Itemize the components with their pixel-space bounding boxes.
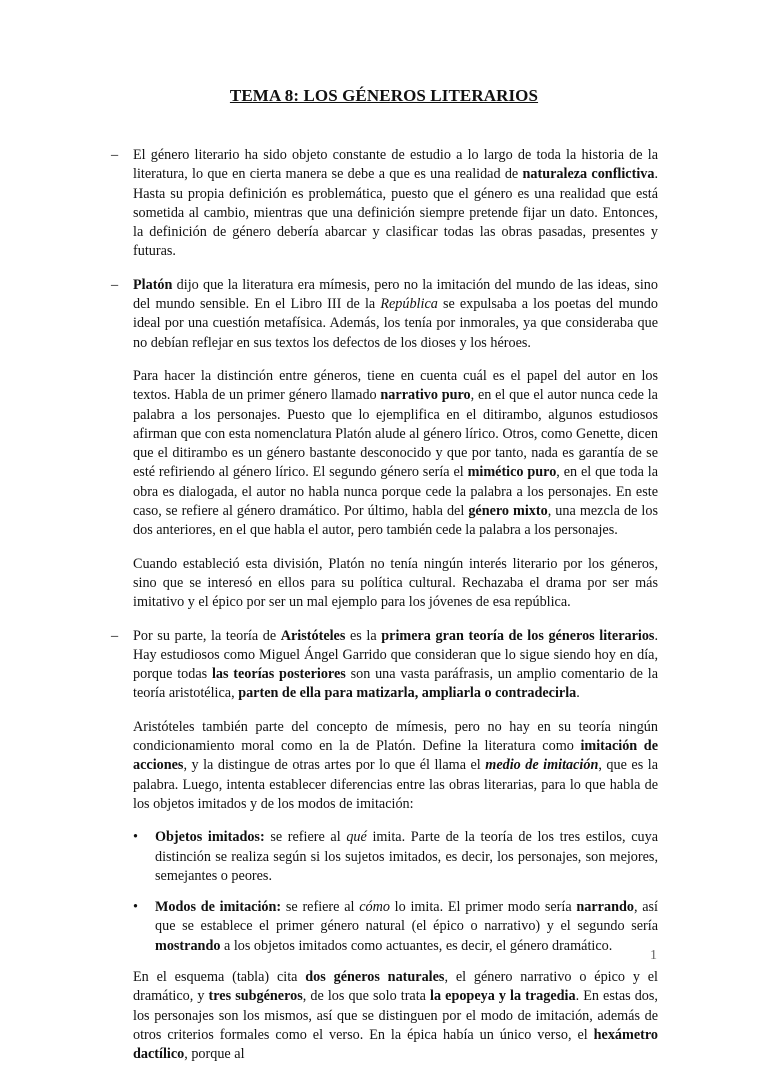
bold-run: género mixto bbox=[468, 503, 548, 520]
bold-run: primera gran teoría de los géneros literarios bbox=[381, 627, 655, 644]
text-run: . Hasta su propia definición es problemática, puesto que el género es una realidad que está sometida al cambio, mientras que una definición siempre pretende fijar un dato. Entonces, la definición de género debería abarcar y clasificar todas las obras pasadas, presentes y futuras. bbox=[133, 166, 658, 260]
text-run: , que es la palabra. Luego, intenta establecer diferencias entre las obras literarias, para lo que habla de los objetos imitados y de los modos de imitación: bbox=[133, 757, 659, 812]
bold-run: la epopeya y la tragedia bbox=[430, 988, 576, 1005]
text-run: Por su parte, la teoría de bbox=[133, 627, 281, 644]
paragraph-platon bbox=[133, 276, 658, 353]
paragraph-mimesis bbox=[133, 718, 658, 814]
text-run: . bbox=[576, 685, 580, 702]
bold-run: hexámetro dactílico bbox=[133, 1026, 658, 1063]
bullet-item-objetos bbox=[133, 828, 658, 886]
bullet-marker: • bbox=[133, 829, 138, 846]
bold-run: mostrando bbox=[155, 937, 221, 954]
bullet-item-modos bbox=[133, 898, 658, 956]
text-run: imita. Parte de la teoría de los tres estilos, cuya distinción se realiza según si los sujetos imitados, es decir, los personajes, son mejores, semejantes o peores. bbox=[155, 829, 658, 884]
text-run: lo imita. El primer modo sería bbox=[389, 899, 577, 916]
document-body bbox=[0, 146, 768, 1078]
text-run: El género literario ha sido objeto constante de estudio a lo largo de toda la historia de la literatura, lo que en cierta manera se debe a que es una realidad de bbox=[133, 147, 658, 183]
text-run: a los objetos imitados como actuantes, es decir, el género dramático. bbox=[220, 937, 613, 954]
bold-run: parten de ella para matizarla, ampliarla o contradecirla bbox=[238, 685, 577, 702]
bold-run: Objetos imitados: bbox=[155, 829, 265, 846]
text-run: , y la distingue de otras artes por lo que él llama el bbox=[183, 757, 486, 774]
list-item-aristoteles bbox=[0, 627, 658, 1065]
list-item-platon bbox=[0, 276, 658, 613]
bold-run: las teorías posteriores bbox=[211, 666, 346, 683]
bold-run: narrativo puro bbox=[380, 387, 471, 404]
italic-run: República bbox=[380, 296, 438, 313]
bold-run: imitación de acciones bbox=[133, 738, 658, 774]
page-title: TEMA 8: LOS GÉNEROS LITERARIOS bbox=[229, 86, 539, 105]
dash-marker: – bbox=[111, 276, 119, 293]
bold-run: mimético puro bbox=[467, 464, 557, 481]
bold-run: tres subgéneros bbox=[208, 988, 303, 1005]
list-item-general bbox=[0, 146, 658, 262]
text-run: , en el que toda la obra es dialogada, el autor no habla nunca porque cede la palabra a los personajes. En este caso, se refiere al género dramático. Por último, habla del bbox=[133, 464, 658, 520]
text-run: son una vasta paráfrasis, un amplio comentario de la teoría aristotélica, bbox=[133, 666, 658, 702]
text-run: Para hacer la distinción entre géneros, tiene en cuenta cuál es el papel del autor en los textos. Habla de un primer género llamado bbox=[133, 367, 658, 404]
paragraph-politica bbox=[133, 555, 658, 613]
bold-run: naturaleza conflictiva bbox=[522, 166, 655, 183]
text-run: Cuando estableció esta división, Platón no tenía ningún interés literario por los géneros, sino que se interesó en ellos para su política cultural. Rechazaba el drama por ser más imitativo y el épico por ser un mal ejemplo para los jóvenes de esa república. bbox=[133, 555, 658, 611]
bullet-marker: • bbox=[133, 899, 138, 916]
text-run: En el esquema (tabla) cita bbox=[133, 968, 306, 985]
text-run: , de los que solo trata bbox=[302, 988, 431, 1005]
text-run: Aristóteles también parte del concepto de mímesis, pero no hay en su teoría ningún condicionamiento moral como en la de Platón. Define la literatura como bbox=[133, 718, 658, 755]
bold-run: dos géneros naturales bbox=[305, 968, 445, 985]
paragraph-intro bbox=[133, 146, 658, 262]
page-number: 1 bbox=[650, 948, 657, 963]
bold-run: Aristóteles bbox=[280, 627, 346, 644]
text-run: . Hay estudiosos como Miguel Ángel Garrido que consideran que lo sigue siendo hoy en día, porque todas bbox=[133, 627, 658, 683]
dash-marker: – bbox=[111, 147, 119, 163]
text-run: dijo que la literatura era mímesis, pero no la imitación del mundo de las ideas, sino del mundo sensible. En el Libro III de la bbox=[133, 276, 658, 313]
text-run: se refiere al bbox=[281, 899, 360, 916]
paragraph-aristoteles bbox=[133, 627, 658, 704]
bold-run: Modos de imitación: bbox=[155, 899, 282, 916]
text-run: , el género narrativo o épico y el dramático, y bbox=[133, 968, 658, 1005]
text-run: , una mezcla de los dos anteriores, en el que habla el autor, pero también cede la palabra a los personajes. bbox=[133, 503, 658, 539]
bold-run: narrando bbox=[576, 899, 634, 916]
text-run: se expulsaba a los poetas del mundo ideal por una cuestión metafísica. Además, los tenía por inmorales, ya que consideraba que no debían reflejar en sus textos los defectos de los dioses y los héroes. bbox=[133, 296, 658, 351]
bold-italic-run: medio de imitación bbox=[485, 757, 599, 774]
bold-run: Platón bbox=[133, 276, 173, 293]
paragraph-esquema bbox=[133, 968, 658, 1064]
text-run: , en el que el autor nunca cede la palabra a los personajes. Puesto que lo ejemplifica en el ditirambo, algunos estudiosos afirman que con esta nomenclatura Platón alude al género lírico. Otros, como Genette, dicen que el ditirambo es un género bastante desconocido y que por tanto, nada es garantía de se esté refiriendo al género lírico. El segundo género sería el bbox=[133, 387, 658, 481]
paragraph-distincion bbox=[133, 367, 658, 541]
text-run: , porque al bbox=[184, 1046, 245, 1063]
italic-run: qué bbox=[346, 829, 367, 846]
text-run: , así que se establece el primer género natural (el épico o narrativo) y el segundo sería bbox=[155, 899, 658, 935]
bullet-list bbox=[133, 828, 658, 956]
text-run: se refiere al bbox=[264, 829, 347, 846]
text-run: . En estas dos, los personajes son los mismos, así que se distinguen por el modo de imitación, además de otros criterios formales como el verso. En la épica había un único verso, el bbox=[133, 988, 658, 1043]
dash-marker: – bbox=[111, 627, 119, 644]
italic-run: cómo bbox=[359, 899, 390, 916]
text-run: es la bbox=[345, 627, 382, 644]
